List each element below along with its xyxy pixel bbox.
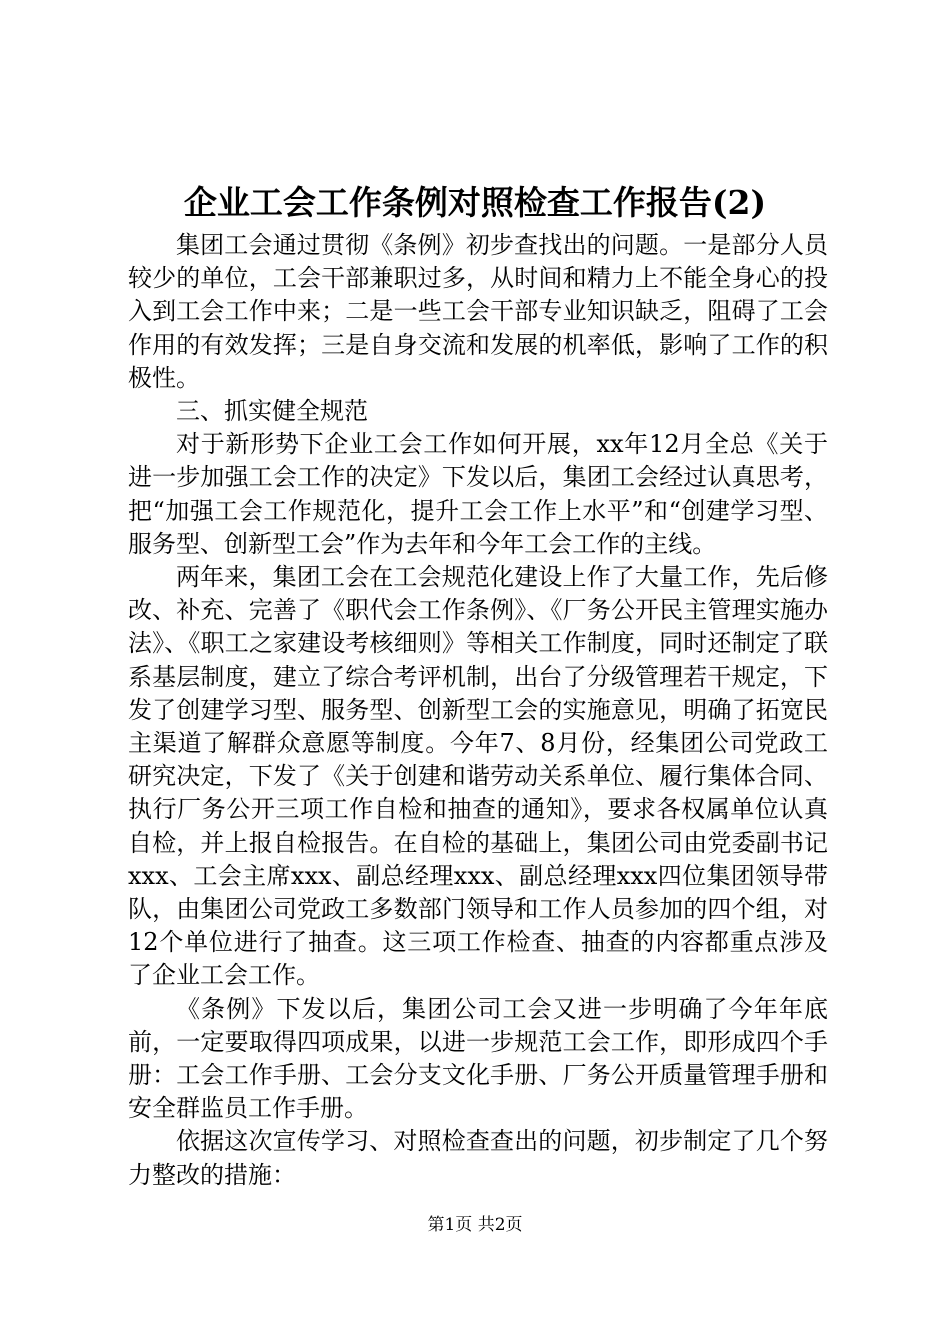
paragraph-problems: 集团工会通过贯彻《条例》初步查找出的问题。一是部分人员较少的单位，工会干部兼职过多，从时间和精力上不能全身心的投入到工会工作中来；二是一些工会干部专业知识缺乏，阻碍了工会作用的有效发挥；三是自身交流和发展的机率低，影响了工作的积极性。 (128, 231, 828, 392)
document-body (128, 229, 828, 1192)
section-heading: 三、抓实健全规范 (176, 397, 368, 426)
paragraph-regulation: 《条例》下发以后，集团公司工会又进一步明确了今年年底前，一定要取得四项成果，以进一步规范工会工作，即形成四个手册：工会工作手册、工会分支文化手册、厂务公开质量管理手册和安全群监员工作手册。 (128, 994, 828, 1123)
document-title: 企业工会工作条例对照检查工作报告(2) (183, 183, 767, 222)
page-number: 第1页 共2页 (427, 1215, 523, 1235)
paragraph-new-situation: 对于新形势下企业工会工作如何开展，xx年12月全总《关于进一步加强工会工作的决定》下发以后，集团工会经过认真思考，把“加强工会工作规范化，提升工会工作上水平”和“创建学习型、服务型、创新型工会”作为去年和今年工会工作的主线。 (128, 430, 828, 558)
paragraph-two-years: 两年来，集团工会在工会规范化建设上作了大量工作，先后修改、补充、完善了《职代会工作条例》、《厂务公开民主管理实施办法》、《职工之家建设考核细则》等相关工作制度，同时还制定了联系基层制度，建立了综合考评机制，出台了分级管理若干规定，下发了创建学习型、服务型、创新型工会的实施意见，明确了拓宽民主渠道了解群众意愿等制度。今年7、8月份，经集团公司党政工研究决定，下发了《关于创建和谐劳动关系单位、履行集体合同、执行厂务公开三项工作自检和抽查的通知》，要求各权属单位认真自检，并上报自检报告。在自检的基础上，集团公司由党委副书记xxx、工会主席xxx、副总经理xxx、副总经理xxx四位集团领导带队，由集团公司党政工多数部门领导和工作人员参加的四个组，对12个单位进行了抽查。这三项工作检查、抽查的内容都重点涉及了企业工会工作。 (128, 563, 828, 990)
paragraph-measures: 依据这次宣传学习、对照检查查出的问题，初步制定了几个努力整改的措施： (128, 1127, 828, 1189)
